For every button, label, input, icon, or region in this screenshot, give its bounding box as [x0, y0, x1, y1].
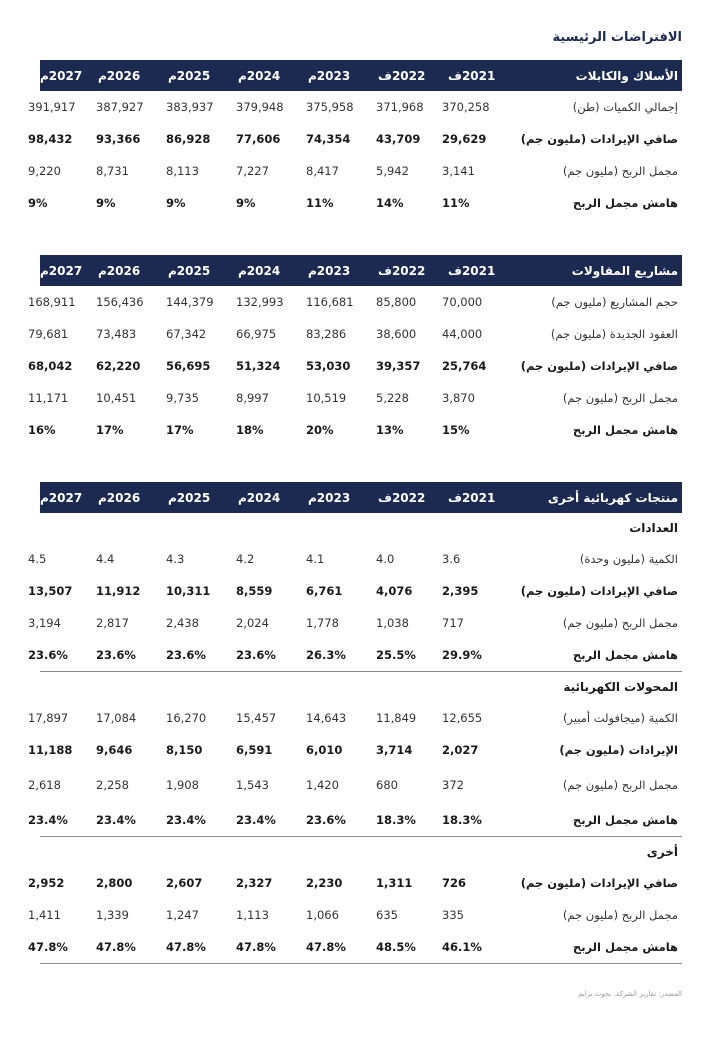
- table-cell: 11%: [442, 196, 470, 210]
- table-row: [28, 382, 682, 414]
- table-cell: 4.0: [376, 552, 395, 566]
- row-label: هامش مجمل الربح: [572, 196, 678, 210]
- table-cell: 7,227: [236, 164, 269, 178]
- table-cell: 73,483: [96, 327, 137, 341]
- table-cell: 74,354: [306, 132, 351, 146]
- table-cell: 3,141: [442, 164, 475, 178]
- year-header: 2021ف: [448, 490, 496, 505]
- table-cell: 2,952: [28, 876, 65, 890]
- year-header: 2023م: [308, 68, 351, 83]
- table-cell: 1,420: [306, 778, 339, 792]
- year-header: 2026م: [98, 490, 141, 505]
- group-title-transformers: [40, 672, 682, 702]
- table-cell: 17,084: [96, 711, 137, 725]
- year-header: 2024م: [238, 263, 281, 278]
- table-cell: 2,027: [442, 743, 479, 757]
- table-cell: 20%: [306, 423, 334, 437]
- table-cell: 56,695: [166, 359, 211, 373]
- table-cell: 18%: [236, 423, 264, 437]
- section-header: [40, 255, 682, 286]
- table-cell: 383,937: [166, 100, 214, 114]
- table-cell: 6,010: [306, 743, 343, 757]
- year-header: 2022ف: [378, 68, 426, 83]
- table-cell: 1,038: [376, 616, 409, 630]
- section-header: [40, 60, 682, 91]
- table-cell: 717: [442, 616, 464, 630]
- table-cell: 98,432: [28, 132, 73, 146]
- table-cell: 15,457: [236, 711, 277, 725]
- source-note: المصدر: تقارير الشركة، بحوث برايم: [578, 990, 682, 998]
- year-header: 2026م: [98, 263, 141, 278]
- table-row: [28, 575, 682, 607]
- table-cell: 2,327: [236, 876, 273, 890]
- year-header: 2022ف: [378, 263, 426, 278]
- row-label: العقود الجديدة (مليون جم): [550, 327, 678, 341]
- table-cell: 8,997: [236, 391, 269, 405]
- table-cell: 23.4%: [28, 813, 68, 827]
- table-cell: 47.8%: [236, 940, 276, 954]
- table-cell: 144,379: [166, 295, 214, 309]
- table-cell: 43,709: [376, 132, 421, 146]
- table-cell: 371,968: [376, 100, 424, 114]
- table-cell: 16,270: [166, 711, 207, 725]
- group-title-others: [40, 837, 682, 867]
- table-cell: 635: [376, 908, 398, 922]
- table-row: [28, 607, 682, 639]
- table-cell: 335: [442, 908, 464, 922]
- table-cell: 83,286: [306, 327, 347, 341]
- table-cell: 26.3%: [306, 648, 346, 662]
- table-cell: 2,800: [96, 876, 133, 890]
- table-cell: 379,948: [236, 100, 284, 114]
- row-label: إجمالي الكميات (طن): [572, 100, 678, 114]
- year-header: 2024م: [238, 68, 281, 83]
- table-row: [28, 543, 682, 575]
- table-cell: 17,897: [28, 711, 69, 725]
- table-row: [28, 899, 682, 931]
- table-cell: 66,975: [236, 327, 277, 341]
- table-cell: 132,993: [236, 295, 284, 309]
- table-cell: 46.1%: [442, 940, 482, 954]
- table-cell: 29,629: [442, 132, 487, 146]
- group-title: أخرى: [646, 845, 678, 859]
- row-label: هامش مجمل الربح: [572, 813, 678, 827]
- year-header: 2021ف: [448, 263, 496, 278]
- table-cell: 23.6%: [28, 648, 68, 662]
- year-header: 2027م: [40, 68, 83, 83]
- table-cell: 3.6: [442, 552, 461, 566]
- table-cell: 79,681: [28, 327, 69, 341]
- table-cell: 10,519: [306, 391, 347, 405]
- table-cell: 3,870: [442, 391, 475, 405]
- table-cell: 9,220: [28, 164, 61, 178]
- row-label: مجمل الربح (مليون جم): [562, 616, 678, 630]
- table-cell: 15%: [442, 423, 470, 437]
- table-cell: 10,451: [96, 391, 137, 405]
- table-cell: 9%: [236, 196, 256, 210]
- table-cell: 12,655: [442, 711, 483, 725]
- table-cell: 8,150: [166, 743, 203, 757]
- table-cell: 77,606: [236, 132, 281, 146]
- row-label: هامش مجمل الربح: [572, 940, 678, 954]
- section-header: [40, 482, 682, 513]
- table-cell: 9,735: [166, 391, 199, 405]
- table-cell: 29.9%: [442, 648, 482, 662]
- section-title: مشاريع المقاولات: [571, 263, 678, 278]
- table-cell: 2,607: [166, 876, 203, 890]
- table-cell: 9%: [96, 196, 116, 210]
- group-title: العدادات: [629, 521, 678, 535]
- table-cell: 2,618: [28, 778, 61, 792]
- table-cell: 51,324: [236, 359, 281, 373]
- table-cell: 85,800: [376, 295, 417, 309]
- year-header: 2023م: [308, 263, 351, 278]
- table-cell: 17%: [96, 423, 124, 437]
- table-cell: 48.5%: [376, 940, 416, 954]
- year-header: 2025م: [168, 263, 211, 278]
- table-cell: 23.4%: [166, 813, 206, 827]
- table-cell: 391,917: [28, 100, 76, 114]
- year-header: 2025م: [168, 490, 211, 505]
- year-header: 2027م: [40, 490, 83, 505]
- section-contracting: [28, 255, 682, 446]
- table-cell: 4.4: [96, 552, 115, 566]
- section-wires-cables: [28, 60, 682, 219]
- table-cell: 1,543: [236, 778, 269, 792]
- table-cell: 1,066: [306, 908, 339, 922]
- table-cell: 1,339: [96, 908, 129, 922]
- row-label: صافي الإيرادات (مليون جم): [520, 876, 678, 890]
- row-label: حجم المشاريع (مليون جم): [551, 295, 678, 309]
- row-label: هامش مجمل الربح: [572, 423, 678, 437]
- table-cell: 47.8%: [306, 940, 346, 954]
- table-cell: 68,042: [28, 359, 73, 373]
- table-cell: 47.8%: [166, 940, 206, 954]
- table-cell: 5,942: [376, 164, 409, 178]
- row-label: صافي الإيرادات (مليون جم): [520, 359, 678, 373]
- table-row: [28, 639, 682, 672]
- row-label: مجمل الربح (مليون جم): [562, 164, 678, 178]
- table-cell: 1,311: [376, 876, 413, 890]
- table-row: [28, 931, 682, 964]
- table-cell: 23.6%: [96, 648, 136, 662]
- table-cell: 726: [442, 876, 467, 890]
- table-cell: 23.6%: [306, 813, 346, 827]
- table-cell: 18.3%: [376, 813, 416, 827]
- page-title: الافتراضات الرئيسية: [552, 30, 682, 45]
- year-header: 2025م: [168, 68, 211, 83]
- table-row: [28, 766, 682, 804]
- table-cell: 18.3%: [442, 813, 482, 827]
- table-cell: 25.5%: [376, 648, 416, 662]
- table-cell: 1,778: [306, 616, 339, 630]
- table-cell: 17%: [166, 423, 194, 437]
- row-label: مجمل الربح (مليون جم): [562, 908, 678, 922]
- section-title: منتجات كهربائية أخرى: [547, 490, 678, 505]
- table-cell: 1,908: [166, 778, 199, 792]
- table-row: [28, 414, 682, 446]
- table-cell: 4.5: [28, 552, 47, 566]
- table-row: [28, 734, 682, 766]
- table-cell: 38,600: [376, 327, 417, 341]
- table-cell: 10,311: [166, 584, 211, 598]
- table-cell: 44,000: [442, 327, 483, 341]
- table-cell: 93,366: [96, 132, 141, 146]
- table-cell: 8,417: [306, 164, 339, 178]
- table-cell: 11,912: [96, 584, 141, 598]
- table-row: [28, 286, 682, 318]
- table-cell: 16%: [28, 423, 56, 437]
- table-cell: 375,958: [306, 100, 354, 114]
- table-row: [28, 350, 682, 382]
- table-cell: 4,076: [376, 584, 413, 598]
- table-cell: 8,559: [236, 584, 273, 598]
- table-cell: 25,764: [442, 359, 487, 373]
- table-row: [28, 123, 682, 155]
- year-header: 2024م: [238, 490, 281, 505]
- table-cell: 14%: [376, 196, 404, 210]
- table-cell: 4.1: [306, 552, 325, 566]
- year-header: 2021ف: [448, 68, 496, 83]
- table-cell: 5,228: [376, 391, 409, 405]
- table-cell: 168,911: [28, 295, 76, 309]
- year-header: 2022ف: [378, 490, 426, 505]
- table-cell: 1,113: [236, 908, 269, 922]
- section-title: الأسلاك والكابلات: [575, 68, 678, 83]
- table-row: [28, 804, 682, 837]
- table-row: [28, 702, 682, 734]
- row-label: هامش مجمل الربح: [572, 648, 678, 662]
- table-cell: 70,000: [442, 295, 483, 309]
- table-cell: 14,643: [306, 711, 347, 725]
- table-cell: 47.8%: [28, 940, 68, 954]
- table-cell: 2,230: [306, 876, 343, 890]
- table-cell: 4.3: [166, 552, 185, 566]
- table-cell: 86,928: [166, 132, 211, 146]
- table-row: [28, 318, 682, 350]
- table-cell: 680: [376, 778, 398, 792]
- table-cell: 9%: [166, 196, 186, 210]
- group-title: المحولات الكهربائية: [563, 680, 678, 694]
- table-row: [28, 187, 682, 219]
- group-title-meters: [40, 513, 682, 543]
- row-label: الإيرادات (مليون جم): [559, 743, 678, 757]
- table-cell: 370,258: [442, 100, 490, 114]
- table-cell: 156,436: [96, 295, 144, 309]
- table-cell: 13,507: [28, 584, 73, 598]
- table-cell: 2,395: [442, 584, 479, 598]
- row-label: مجمل الربح (مليون جم): [562, 778, 678, 792]
- row-label: صافي الإيرادات (مليون جم): [520, 584, 678, 598]
- table-cell: 23.6%: [166, 648, 206, 662]
- table-cell: 2,258: [96, 778, 129, 792]
- table-cell: 2,438: [166, 616, 199, 630]
- table-cell: 8,731: [96, 164, 129, 178]
- table-cell: 62,220: [96, 359, 141, 373]
- table-cell: 53,030: [306, 359, 351, 373]
- year-header: 2027م: [40, 263, 83, 278]
- table-row: [28, 155, 682, 187]
- row-label: مجمل الربح (مليون جم): [562, 391, 678, 405]
- table-cell: 372: [442, 778, 464, 792]
- table-cell: 11,849: [376, 711, 417, 725]
- table-cell: 13%: [376, 423, 404, 437]
- table-cell: 39,357: [376, 359, 421, 373]
- table-cell: 11,171: [28, 391, 69, 405]
- table-cell: 11,188: [28, 743, 73, 757]
- table-cell: 387,927: [96, 100, 144, 114]
- table-row: [28, 91, 682, 123]
- table-cell: 3,194: [28, 616, 61, 630]
- row-label: صافي الإيرادات (مليون جم): [520, 132, 678, 146]
- table-cell: 6,761: [306, 584, 343, 598]
- table-cell: 8,113: [166, 164, 199, 178]
- table-cell: 1,411: [28, 908, 61, 922]
- row-label: الكمية (مليون وحدة): [579, 552, 678, 566]
- table-cell: 67,342: [166, 327, 207, 341]
- table-cell: 23.4%: [96, 813, 136, 827]
- table-cell: 116,681: [306, 295, 354, 309]
- table-cell: 11%: [306, 196, 334, 210]
- table-cell: 6,591: [236, 743, 273, 757]
- table-cell: 4.2: [236, 552, 255, 566]
- table-cell: 23.6%: [236, 648, 276, 662]
- table-cell: 9%: [28, 196, 48, 210]
- section-other-electrical: [28, 482, 682, 964]
- table-cell: 47.8%: [96, 940, 136, 954]
- table-cell: 2,817: [96, 616, 129, 630]
- year-header: 2023م: [308, 490, 351, 505]
- year-header: 2026م: [98, 68, 141, 83]
- table-row: [28, 867, 682, 899]
- row-label: الكمية (ميجافولت أمبير): [562, 711, 678, 725]
- table-cell: 3,714: [376, 743, 413, 757]
- table-cell: 9,646: [96, 743, 133, 757]
- table-cell: 23.4%: [236, 813, 276, 827]
- table-cell: 2,024: [236, 616, 269, 630]
- table-cell: 1,247: [166, 908, 199, 922]
